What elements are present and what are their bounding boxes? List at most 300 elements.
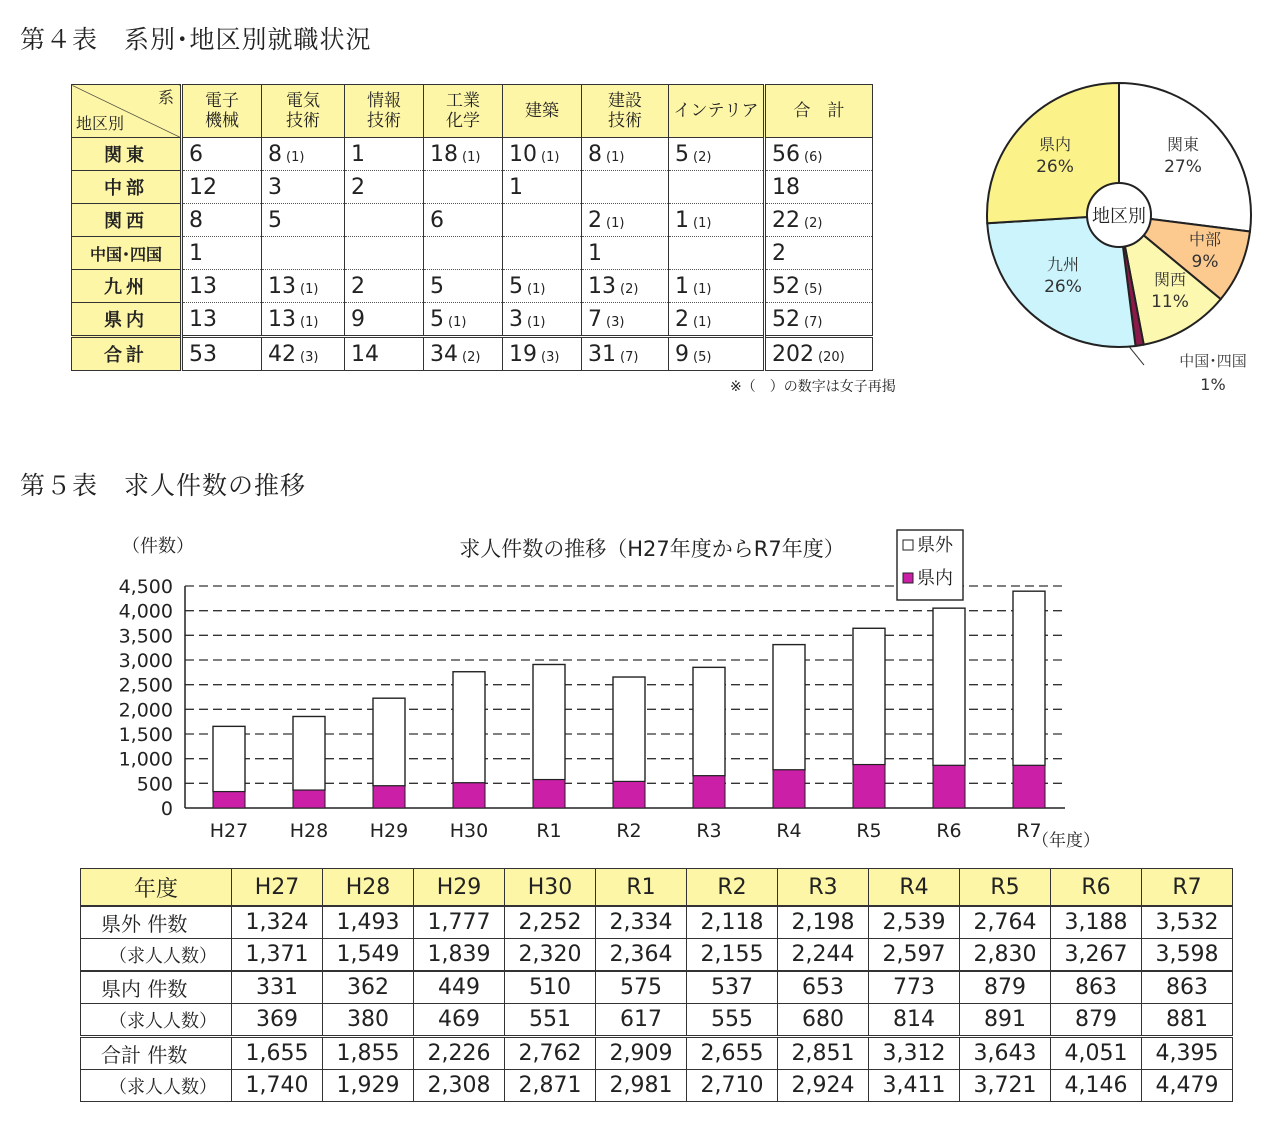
y-tick-label: 2,000	[118, 699, 173, 722]
cell	[669, 337, 765, 371]
cell: 2,871	[505, 1070, 596, 1102]
cell-female-count: (20)	[818, 349, 845, 365]
cell-female-count: (1)	[693, 281, 712, 297]
cell: 2,155	[687, 939, 778, 972]
table-row	[81, 971, 1233, 1004]
year-column-header: H28	[323, 869, 414, 907]
cell-female-count: (3)	[606, 314, 625, 330]
cell: 2,851	[778, 1037, 869, 1070]
pie-slice-name: 中部	[1188, 230, 1222, 249]
legend-label: 県外	[917, 535, 953, 556]
cell	[262, 237, 345, 270]
cell	[669, 138, 765, 171]
cell: 879	[960, 971, 1051, 1004]
cell-female-count: (1)	[606, 215, 625, 231]
cell: 2,198	[778, 906, 869, 939]
y-tick-label: 4,000	[118, 600, 173, 623]
pie-slice-percent: 27%	[1164, 157, 1202, 177]
cell-female-count: (2)	[693, 149, 712, 165]
pie-slice-name: 九州	[1046, 255, 1080, 274]
cell: 2,597	[869, 939, 960, 972]
cell-value: 1	[675, 207, 689, 233]
x-tick-label: R2	[616, 820, 642, 842]
bar-inside	[933, 765, 965, 808]
table-row	[81, 1037, 1233, 1070]
cell-value: 2	[772, 240, 786, 266]
column-header-line2: 技術	[367, 111, 401, 131]
cell: 1,929	[323, 1070, 414, 1102]
table-row	[81, 939, 1233, 972]
bar-outside	[933, 608, 965, 765]
cell: 4,051	[1051, 1037, 1142, 1070]
row-label: 県内 件数	[81, 971, 232, 1004]
cell: 891	[960, 1004, 1051, 1037]
column-header-line1: 合 計	[793, 101, 845, 121]
cell	[669, 270, 765, 303]
cell	[262, 270, 345, 303]
cell: 3,643	[960, 1037, 1051, 1070]
cell-value: 52	[772, 273, 800, 299]
column-header-line2: 化学	[446, 111, 480, 131]
column-header-line2: 技術	[286, 111, 320, 131]
bar-outside	[213, 726, 245, 791]
cell-value: 13	[189, 273, 217, 299]
cell	[765, 171, 873, 204]
cell-value: 9	[351, 306, 365, 332]
cell: 1,324	[232, 906, 323, 939]
cell: 551	[505, 1004, 596, 1037]
cell-value: 5	[430, 273, 444, 299]
column-header-line1: 建設	[608, 91, 642, 111]
bar-inside	[453, 783, 485, 808]
cell	[345, 337, 424, 371]
table-row	[72, 303, 873, 337]
cell	[345, 270, 424, 303]
cell	[262, 337, 345, 371]
cell: 3,598	[1142, 939, 1233, 972]
year-header: 年度	[81, 869, 232, 907]
cell: 3,411	[869, 1070, 960, 1102]
cell	[669, 237, 765, 270]
cell	[182, 237, 262, 270]
cell: 879	[1051, 1004, 1142, 1037]
cell	[424, 303, 503, 337]
x-tick-label: R7	[1016, 820, 1042, 842]
table-row	[72, 204, 873, 237]
job-offers-bar-chart	[0, 520, 1280, 860]
cell	[582, 337, 669, 371]
cell-value: 12	[189, 174, 217, 200]
cell: 369	[232, 1004, 323, 1037]
bar-inside	[213, 792, 245, 808]
cell	[669, 171, 765, 204]
cell	[503, 204, 582, 237]
cell-value: 8	[588, 141, 602, 167]
cell-value: 1	[351, 141, 365, 167]
cell-value: 52	[772, 306, 800, 332]
table-row	[72, 337, 873, 371]
row-label: 中国･四国	[72, 237, 182, 270]
cell: 1,855	[323, 1037, 414, 1070]
cell: 537	[687, 971, 778, 1004]
cell	[582, 237, 669, 270]
cell-value: 202	[772, 341, 814, 367]
y-tick-label: 1,000	[118, 748, 173, 771]
cell-female-count: (2)	[620, 281, 639, 297]
cell: 653	[778, 971, 869, 1004]
column-header	[503, 85, 582, 138]
pie-slice-percent: 26%	[1036, 157, 1074, 177]
column-header	[424, 85, 503, 138]
cell-female-count: (6)	[804, 149, 823, 165]
cell: 3,312	[869, 1037, 960, 1070]
cell-value: 18	[772, 174, 800, 200]
pie-slice-name: 関東	[1166, 135, 1200, 154]
cell-female-count: (3)	[541, 349, 560, 365]
y-tick-label: 4,500	[118, 576, 173, 598]
corner-top-label: 系	[157, 88, 174, 107]
cell: 2,364	[596, 939, 687, 972]
cell-value: 19	[509, 341, 537, 367]
year-column-header: H30	[505, 869, 596, 907]
column-header	[182, 85, 262, 138]
cell	[345, 138, 424, 171]
y-tick-label: 0	[160, 798, 173, 820]
bar-inside	[1013, 765, 1045, 808]
cell: 1,777	[414, 906, 505, 939]
y-tick-label: 3,500	[118, 625, 173, 648]
y-tick-label: 3,000	[118, 650, 173, 672]
cell-value: 1	[675, 273, 689, 299]
cell-female-count: (1)	[300, 314, 319, 330]
table5-title: 第５表 求人件数の推移	[20, 471, 307, 500]
cell-value: 5	[268, 207, 282, 233]
year-column-header: R2	[687, 869, 778, 907]
cell-value: 22	[772, 207, 800, 233]
cell	[503, 171, 582, 204]
x-tick-label: H27	[209, 820, 249, 842]
cell-value: 2	[351, 174, 365, 200]
cell	[424, 337, 503, 371]
pie-slice-percent: 11%	[1151, 292, 1189, 312]
cell: 2,830	[960, 939, 1051, 972]
cell: 2,981	[596, 1070, 687, 1102]
table-row	[72, 270, 873, 303]
cell: 617	[596, 1004, 687, 1037]
column-header-line1: 工業	[446, 91, 480, 111]
column-header-line2: 機械	[205, 111, 239, 131]
x-tick-label: H29	[369, 820, 409, 842]
cell: 1,839	[414, 939, 505, 972]
cell: 2,252	[505, 906, 596, 939]
cell	[262, 138, 345, 171]
cell-female-count: (5)	[804, 281, 823, 297]
cell	[424, 237, 503, 270]
cell: 863	[1142, 971, 1233, 1004]
bar-inside	[533, 780, 565, 808]
year-column-header: H27	[232, 869, 323, 907]
cell-female-count: (1)	[693, 215, 712, 231]
cell	[582, 204, 669, 237]
cell-value: 1	[509, 174, 523, 200]
y-tick-label: 500	[136, 773, 173, 796]
cell	[503, 337, 582, 371]
cell: 2,655	[687, 1037, 778, 1070]
cell	[503, 270, 582, 303]
cell-value: 2	[351, 273, 365, 299]
row-label: 県内	[72, 303, 182, 337]
cell: 2,334	[596, 906, 687, 939]
table5-header-row	[81, 869, 1233, 907]
cell-value: 14	[351, 341, 379, 367]
x-axis-label: （年度）	[1032, 831, 1100, 851]
row-label: （求人人数）	[81, 1070, 232, 1102]
table-row	[81, 1004, 1233, 1037]
column-header-line1: インテリア	[673, 101, 759, 121]
cell	[262, 303, 345, 337]
cell-value: 1	[588, 240, 602, 266]
row-label: 合計	[72, 337, 182, 371]
cell-value: 13	[189, 306, 217, 332]
cell: 814	[869, 1004, 960, 1037]
cell	[424, 270, 503, 303]
cell: 331	[232, 971, 323, 1004]
cell	[182, 171, 262, 204]
x-tick-label: R4	[776, 820, 802, 842]
x-tick-label: H28	[289, 820, 329, 842]
row-label: 関西	[72, 204, 182, 237]
bar-outside	[1013, 591, 1045, 765]
cell-value: 9	[675, 341, 689, 367]
cell	[182, 204, 262, 237]
cell-female-count: (1)	[448, 314, 467, 330]
cell-female-count: (7)	[804, 314, 823, 330]
bar-inside	[773, 770, 805, 808]
x-tick-label: R6	[936, 820, 962, 842]
cell	[262, 171, 345, 204]
year-column-header: R5	[960, 869, 1051, 907]
row-label: 関東	[72, 138, 182, 171]
x-tick-label: R3	[696, 820, 722, 842]
column-header-line1: 建築	[525, 101, 559, 121]
corner-bottom-label: 地区別	[76, 114, 125, 133]
year-column-header: R3	[778, 869, 869, 907]
cell: 2,924	[778, 1070, 869, 1102]
cell-female-count: (1)	[462, 149, 481, 165]
cell	[345, 171, 424, 204]
pie-slice-percent: 1%	[1200, 375, 1226, 394]
column-header	[765, 85, 873, 138]
cell	[424, 138, 503, 171]
cell: 3,267	[1051, 939, 1142, 972]
cell: 469	[414, 1004, 505, 1037]
bar-inside	[853, 765, 885, 808]
cell: 2,244	[778, 939, 869, 972]
cell-value: 34	[430, 341, 458, 367]
pie-slice-percent: 9%	[1191, 252, 1219, 272]
cell: 1,371	[232, 939, 323, 972]
cell	[669, 303, 765, 337]
cell-female-count: (1)	[527, 314, 546, 330]
cell: 380	[323, 1004, 414, 1037]
cell	[503, 303, 582, 337]
row-label: 県外 件数	[81, 906, 232, 939]
cell: 2,308	[414, 1070, 505, 1102]
cell	[262, 204, 345, 237]
cell: 3,721	[960, 1070, 1051, 1102]
cell: 2,762	[505, 1037, 596, 1070]
bar-inside	[373, 786, 405, 808]
row-label: （求人人数）	[81, 939, 232, 972]
cell-value: 7	[588, 306, 602, 332]
cell	[582, 303, 669, 337]
cell-value: 6	[430, 207, 444, 233]
cell	[424, 204, 503, 237]
cell: 773	[869, 971, 960, 1004]
cell: 2,539	[869, 906, 960, 939]
cell: 2,909	[596, 1037, 687, 1070]
column-header	[582, 85, 669, 138]
cell-value: 3	[268, 174, 282, 200]
cell: 2,320	[505, 939, 596, 972]
cell	[182, 270, 262, 303]
cell-value: 13	[588, 273, 616, 299]
cell-female-count: (1)	[541, 149, 560, 165]
cell: 1,493	[323, 906, 414, 939]
cell	[582, 138, 669, 171]
table-row	[72, 171, 873, 204]
column-header	[262, 85, 345, 138]
cell-value: 5	[430, 306, 444, 332]
x-tick-label: R1	[536, 820, 562, 842]
chart-title: 求人件数の推移（H27年度からR7年度）	[459, 537, 845, 561]
cell-value: 13	[268, 273, 296, 299]
table-row	[81, 1070, 1233, 1102]
x-tick-label: R5	[856, 820, 882, 842]
cell-value: 56	[772, 141, 800, 167]
cell	[765, 138, 873, 171]
cell	[345, 303, 424, 337]
cell: 881	[1142, 1004, 1233, 1037]
cell-value: 2	[588, 207, 602, 233]
cell: 2,710	[687, 1070, 778, 1102]
year-column-header: R7	[1142, 869, 1233, 907]
x-tick-label: H30	[449, 820, 489, 842]
cell: 575	[596, 971, 687, 1004]
bar-inside	[693, 776, 725, 808]
row-label: 合計 件数	[81, 1037, 232, 1070]
job-offers-table	[80, 868, 1233, 1102]
cell-value: 2	[675, 306, 689, 332]
cell: 3,188	[1051, 906, 1142, 939]
cell-value: 6	[189, 141, 203, 167]
column-header-line1: 情報	[367, 91, 401, 111]
cell-value: 18	[430, 141, 458, 167]
cell: 1,740	[232, 1070, 323, 1102]
cell-value: 8	[268, 141, 282, 167]
row-label: （求人人数）	[81, 1004, 232, 1037]
cell-value: 53	[189, 341, 217, 367]
cell-value: 10	[509, 141, 537, 167]
cell: 2,764	[960, 906, 1051, 939]
cell-female-count: (2)	[462, 349, 481, 365]
cell	[765, 337, 873, 371]
cell: 510	[505, 971, 596, 1004]
region-pie-chart	[975, 80, 1280, 410]
cell-female-count: (2)	[804, 215, 823, 231]
pie-slice-name: 関西	[1153, 270, 1187, 289]
bar-outside	[853, 628, 885, 764]
cell: 680	[778, 1004, 869, 1037]
cell: 362	[323, 971, 414, 1004]
year-column-header: R6	[1051, 869, 1142, 907]
pie-slice-percent: 26%	[1044, 277, 1082, 297]
cell: 449	[414, 971, 505, 1004]
bar-outside	[533, 664, 565, 779]
cell: 2,226	[414, 1037, 505, 1070]
bar-outside	[373, 698, 405, 786]
column-header-line1: 電子	[205, 91, 239, 111]
cell-female-count: (1)	[527, 281, 546, 297]
table-row	[72, 237, 873, 270]
cell	[765, 204, 873, 237]
cell: 2,118	[687, 906, 778, 939]
bar-inside	[613, 782, 645, 808]
year-column-header: R1	[596, 869, 687, 907]
cell	[582, 270, 669, 303]
cell: 4,479	[1142, 1070, 1233, 1102]
table4-note: ※（ ）の数字は女子再掲	[730, 379, 896, 395]
cell	[182, 138, 262, 171]
cell: 3,532	[1142, 906, 1233, 939]
cell	[765, 303, 873, 337]
cell	[503, 237, 582, 270]
cell-female-count: (3)	[300, 349, 319, 365]
bar-outside	[693, 667, 725, 775]
cell-female-count: (1)	[606, 149, 625, 165]
row-label: 九州	[72, 270, 182, 303]
legend-label: 県内	[917, 568, 953, 589]
cell: 863	[1051, 971, 1142, 1004]
cell-female-count: (1)	[300, 281, 319, 297]
legend-swatch	[903, 540, 913, 550]
cell-value: 3	[509, 306, 523, 332]
cell-value: 8	[189, 207, 203, 233]
cell	[582, 171, 669, 204]
cell-value: 1	[189, 240, 203, 266]
cell-value: 5	[675, 141, 689, 167]
cell	[765, 237, 873, 270]
cell-value: 42	[268, 341, 296, 367]
cell	[765, 270, 873, 303]
cell-female-count: (5)	[693, 349, 712, 365]
cell-value: 5	[509, 273, 523, 299]
table4-header-row	[72, 85, 873, 138]
bar-outside	[773, 645, 805, 770]
column-header-line2: 技術	[608, 111, 642, 131]
cell	[424, 171, 503, 204]
placement-table	[71, 84, 873, 371]
y-axis-label: （件数）	[122, 536, 194, 557]
y-tick-label: 1,500	[118, 724, 173, 746]
cell	[345, 204, 424, 237]
y-tick-label: 2,500	[118, 674, 173, 697]
bar-outside	[293, 716, 325, 790]
pie-center-label: 地区別	[1092, 206, 1146, 227]
cell-female-count: (1)	[286, 149, 305, 165]
column-header-line1: 電気	[286, 91, 320, 111]
bar-outside	[453, 672, 485, 783]
